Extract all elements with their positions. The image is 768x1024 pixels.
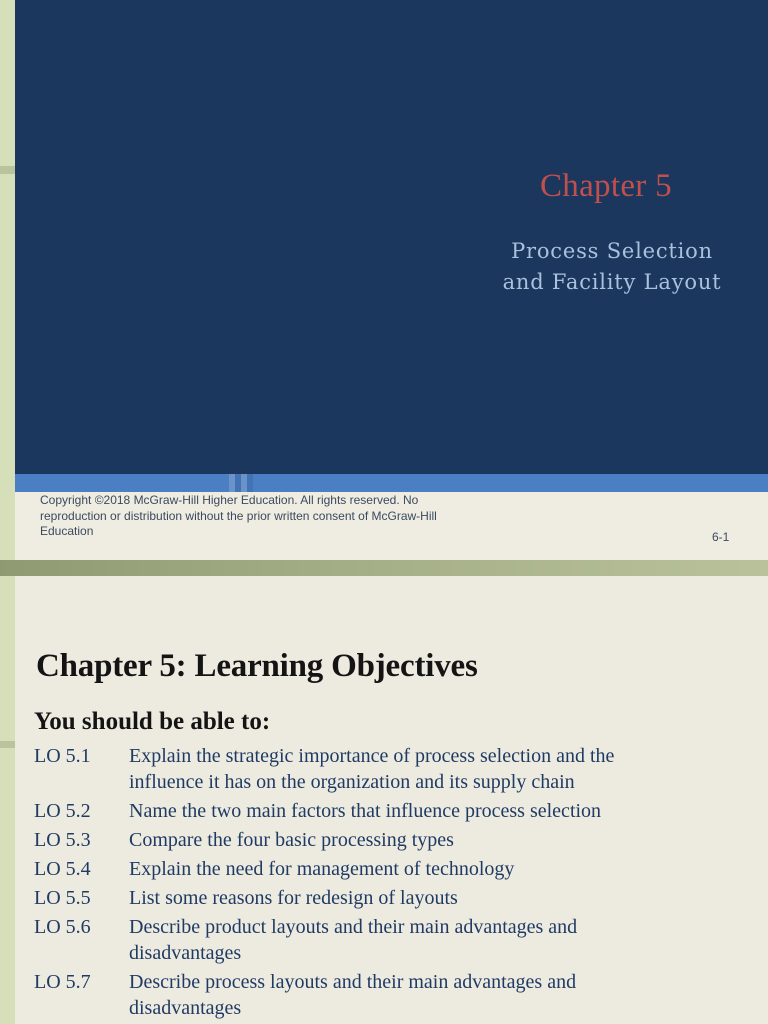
- objectives-list: [34, 743, 734, 1021]
- copyright-line: Education: [40, 524, 94, 538]
- left-bar-notch: [0, 166, 15, 174]
- objective-line: Describe process layouts and their main advantages and: [129, 971, 577, 993]
- objective-code: LO 5.6: [34, 916, 91, 938]
- objective-item: [34, 827, 734, 853]
- objective-code: LO 5.5: [34, 887, 91, 909]
- objective-code: LO 5.2: [34, 800, 91, 822]
- objective-line: List some reasons for redesign of layouts: [129, 887, 458, 909]
- objective-line: disadvantages: [129, 942, 242, 964]
- slide-heading: Chapter 5: Learning Objectives: [36, 648, 478, 684]
- learning-objectives-slide: [0, 576, 768, 1024]
- objective-line: Name the two main factors that influence process selection: [129, 800, 602, 822]
- copyright-line: reproduction or distribution without the prior written consent of McGraw-Hill: [40, 508, 437, 523]
- chapter-title: Chapter 5: [540, 168, 672, 204]
- objective-text: [129, 969, 734, 1021]
- objective-text: [129, 856, 734, 882]
- slide-left-accent-bar: [0, 576, 15, 1024]
- objective-item: [34, 798, 734, 824]
- objective-line: Compare the four basic processing types: [129, 829, 454, 851]
- objective-text: [129, 914, 734, 966]
- objective-item: [34, 914, 734, 966]
- slide-separator: [0, 560, 768, 576]
- objective-code: LO 5.4: [34, 858, 91, 880]
- subtitle-line: and Facility Layout: [502, 270, 722, 294]
- objective-line: influence it has on the organization and its supply chain: [129, 771, 575, 793]
- accent-strip: [15, 474, 768, 492]
- objectives-intro: You should be able to:: [34, 708, 271, 735]
- objective-line: Describe product layouts and their main advantages and: [129, 916, 578, 938]
- objective-text: [129, 885, 734, 911]
- objective-line: Explain the need for management of technology: [129, 858, 515, 880]
- objective-line: Explain the strategic importance of process selection and the: [129, 745, 615, 767]
- subtitle-line: Process Selection: [511, 239, 713, 263]
- objective-text: [129, 743, 734, 795]
- objective-text: [129, 827, 734, 853]
- chapter-subtitle: [488, 236, 736, 298]
- objective-code: LO 5.3: [34, 829, 91, 851]
- objective-code: LO 5.7: [34, 971, 91, 993]
- left-bar-notch: [0, 741, 15, 748]
- slide-left-accent-bar: [0, 0, 15, 560]
- objective-code: LO 5.1: [34, 745, 91, 767]
- accent-strip-marker: [229, 474, 253, 492]
- copyright-line: Copyright ©2018 McGraw-Hill Higher Education. All rights reserved. No: [40, 493, 419, 507]
- objective-item: [34, 856, 734, 882]
- objective-item: [34, 969, 734, 1021]
- copyright-notice: [40, 493, 480, 540]
- slide-number: 6-1: [712, 530, 730, 544]
- objective-line: disadvantages: [129, 997, 242, 1019]
- objective-text: [129, 798, 734, 824]
- objective-item: [34, 885, 734, 911]
- objective-item: [34, 743, 734, 795]
